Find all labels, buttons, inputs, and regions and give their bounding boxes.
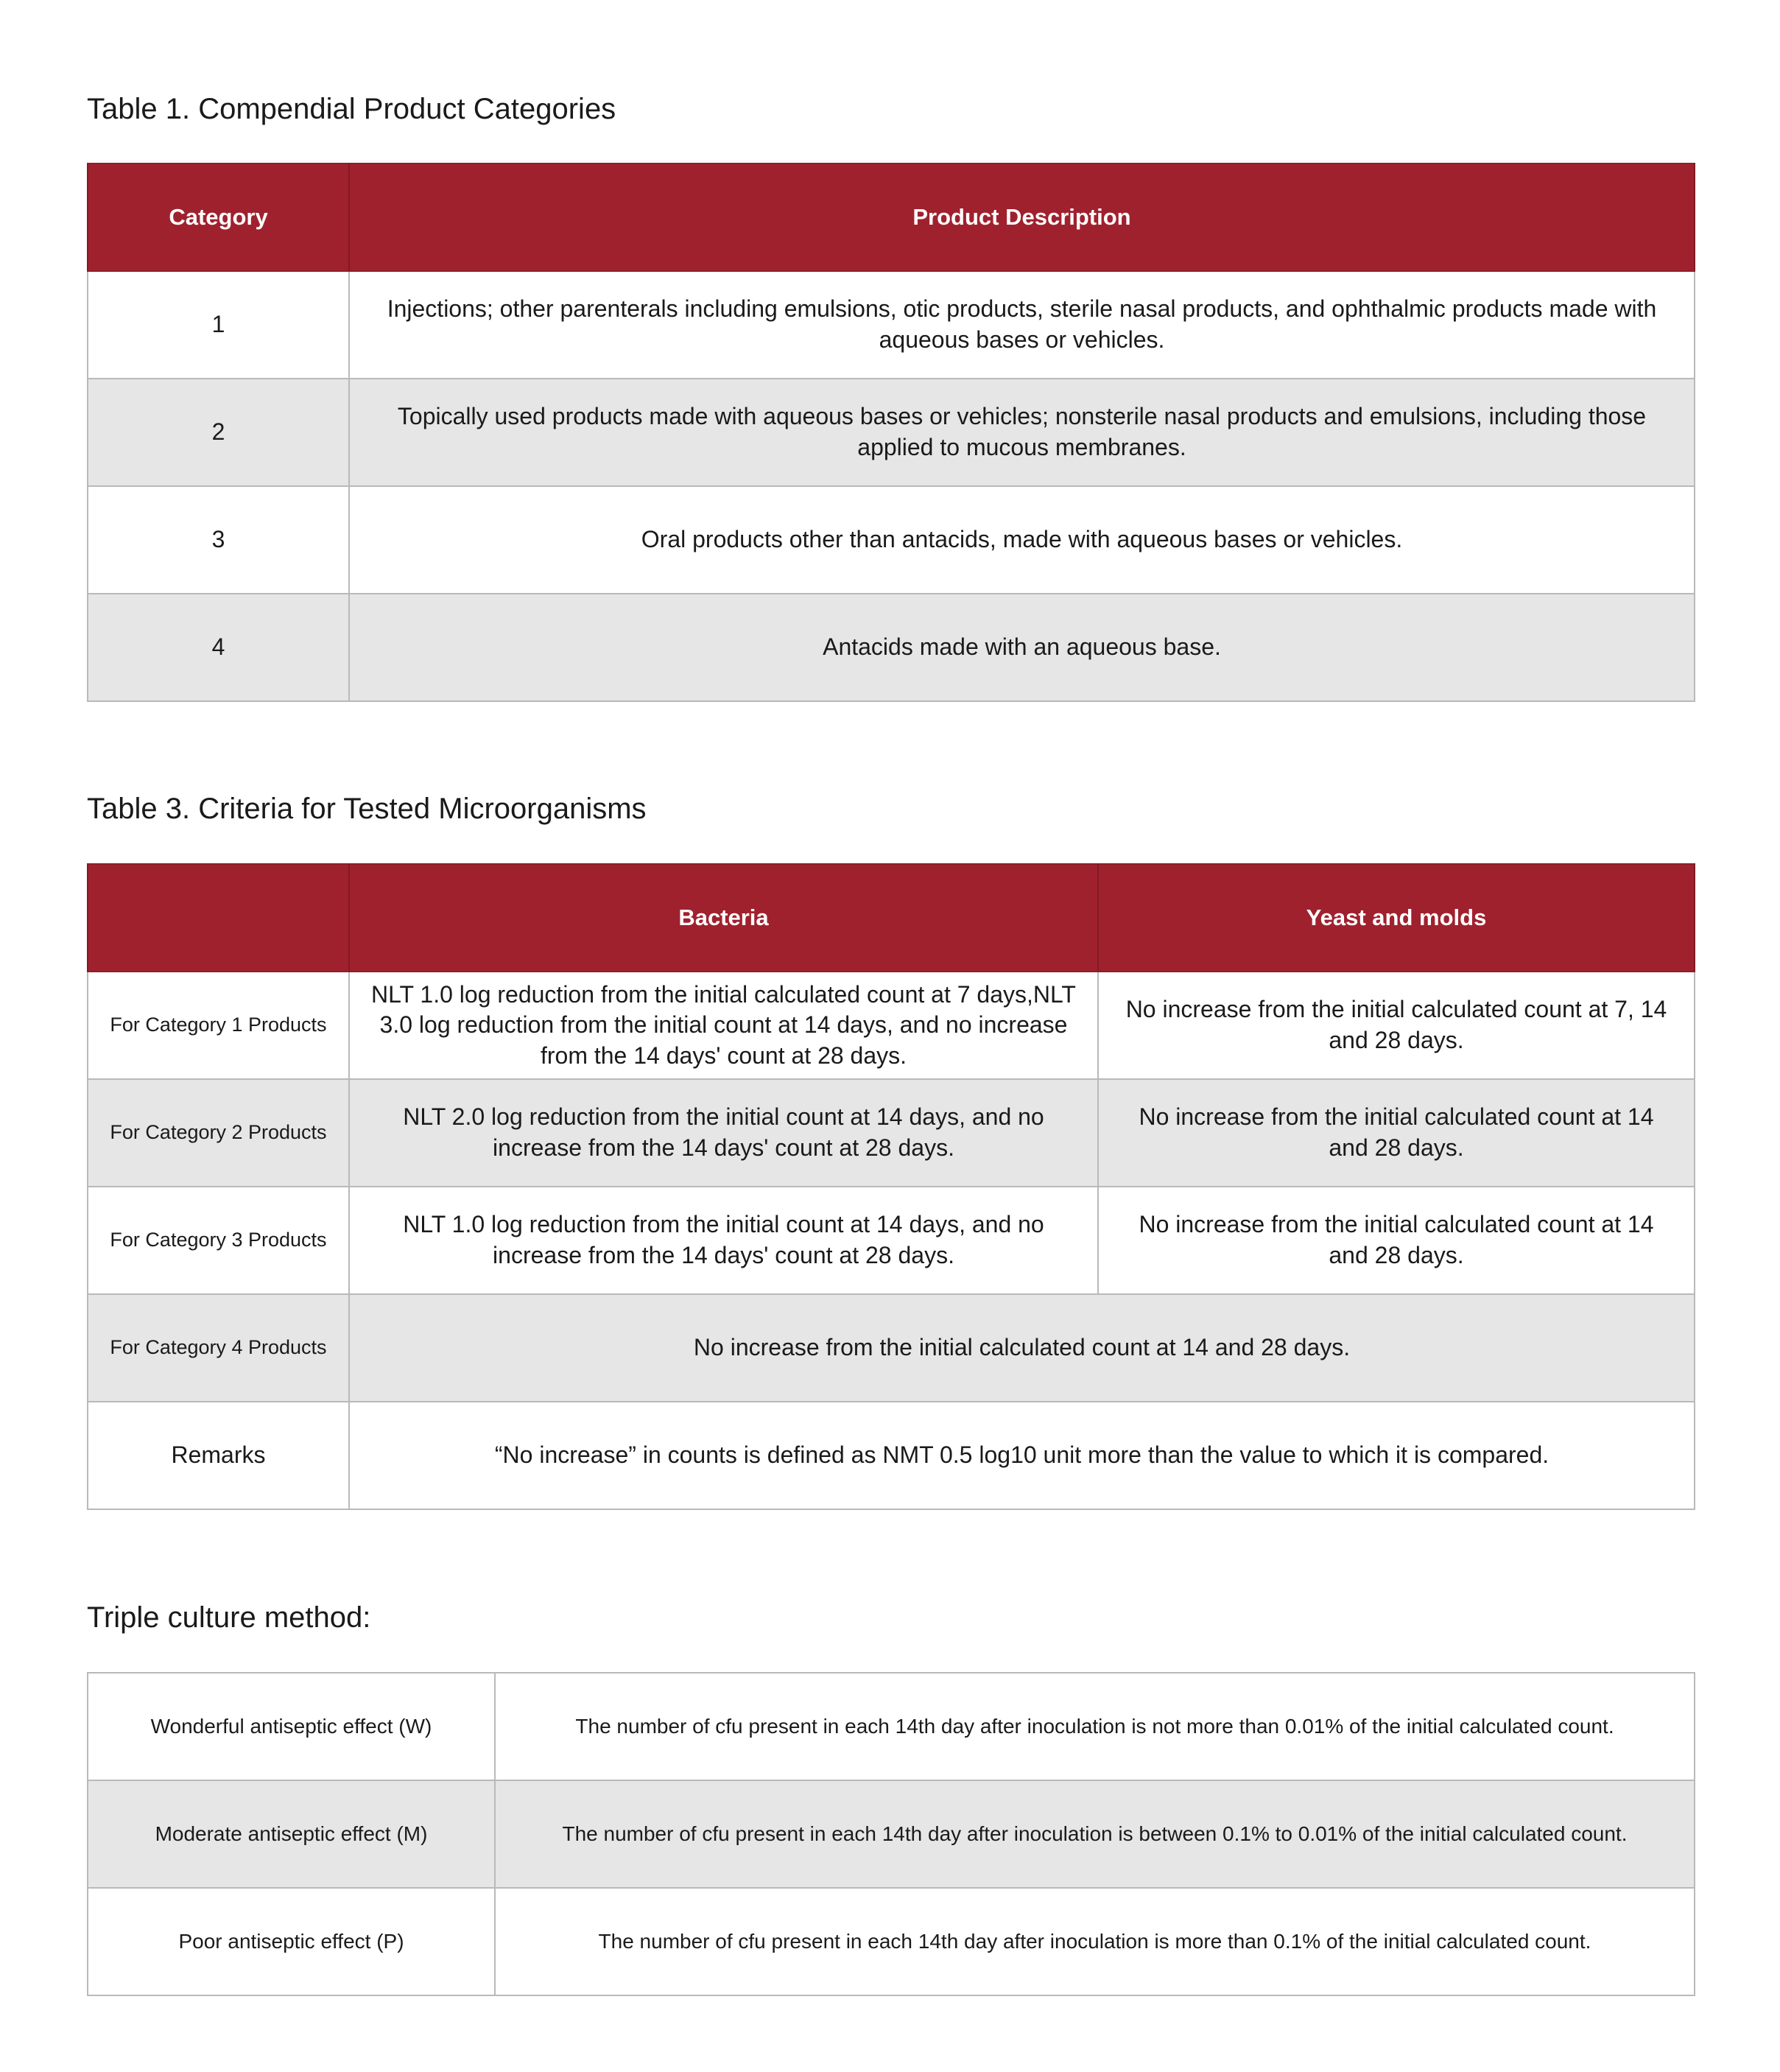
table3-title: Table 3. Criteria for Tested Microorganisms bbox=[87, 793, 647, 825]
effect-description: The number of cfu present in each 14th day after inoculation is not more than 0.01% of the initial calculated count. bbox=[495, 1673, 1695, 1780]
table-row bbox=[88, 1187, 1695, 1294]
bacteria-cell: NLT 1.0 log reduction from the initial count at 14 days, and no increase from the 14 days' count at 28 days. bbox=[349, 1187, 1098, 1294]
bacteria-cell: NLT 1.0 log reduction from the initial calculated count at 7 days,NLT 3.0 log reduction from the initial count at 14 days, and no increase from the 14 days' count at 28 days. bbox=[349, 972, 1098, 1079]
header-bacteria: Bacteria bbox=[349, 864, 1098, 972]
effect-description: The number of cfu present in each 14th day after inoculation is between 0.1% to 0.01% of the initial calculated count. bbox=[495, 1780, 1695, 1888]
row-label: For Category 4 Products bbox=[88, 1294, 349, 1402]
table-row bbox=[88, 379, 1695, 486]
triple-culture-method-table bbox=[87, 1672, 1695, 1996]
table-row bbox=[88, 1888, 1695, 1995]
header-yeast-molds: Yeast and molds bbox=[1098, 864, 1695, 972]
table-row bbox=[88, 1673, 1695, 1780]
header-product-description: Product Description bbox=[349, 164, 1695, 271]
description-cell: Injections; other parenterals including emulsions, otic products, sterile nasal products, and ophthalmic products made with aqueous bases or vehicles. bbox=[349, 271, 1695, 379]
description-cell: Oral products other than antacids, made with aqueous bases or vehicles. bbox=[349, 486, 1695, 594]
table-row bbox=[88, 1294, 1695, 1402]
table1-header-row bbox=[88, 164, 1695, 271]
category-cell: 1 bbox=[88, 271, 349, 379]
category-cell: 3 bbox=[88, 486, 349, 594]
combined-criteria-cell: No increase from the initial calculated count at 14 and 28 days. bbox=[349, 1294, 1695, 1402]
effect-label: Poor antiseptic effect (P) bbox=[88, 1888, 495, 1995]
description-cell: Topically used products made with aqueous bases or vehicles; nonsterile nasal products and emulsions, including those applied to mucous membranes. bbox=[349, 379, 1695, 486]
category-cell: 4 bbox=[88, 594, 349, 701]
description-cell: Antacids made with an aqueous base. bbox=[349, 594, 1695, 701]
table-row bbox=[88, 1780, 1695, 1888]
row-label: For Category 3 Products bbox=[88, 1187, 349, 1294]
effect-label: Moderate antiseptic effect (M) bbox=[88, 1780, 495, 1888]
table-row bbox=[88, 972, 1695, 1079]
category-cell: 2 bbox=[88, 379, 349, 486]
effect-label: Wonderful antiseptic effect (W) bbox=[88, 1673, 495, 1780]
table-row bbox=[88, 271, 1695, 379]
table-row bbox=[88, 594, 1695, 701]
remarks-label: Remarks bbox=[88, 1402, 349, 1509]
table-row bbox=[88, 1402, 1695, 1509]
table-row bbox=[88, 486, 1695, 594]
triple-culture-title: Triple culture method: bbox=[87, 1601, 371, 1634]
criteria-tested-microorganisms-table bbox=[87, 863, 1695, 1510]
bacteria-cell: NLT 2.0 log reduction from the initial count at 14 days, and no increase from the 14 days' count at 28 days. bbox=[349, 1079, 1098, 1187]
yeast-cell: No increase from the initial calculated count at 14 and 28 days. bbox=[1098, 1187, 1695, 1294]
compendial-product-categories-table bbox=[87, 163, 1695, 702]
row-label: For Category 2 Products bbox=[88, 1079, 349, 1187]
table-row bbox=[88, 1079, 1695, 1187]
header-category: Category bbox=[88, 164, 349, 271]
yeast-cell: No increase from the initial calculated count at 7, 14 and 28 days. bbox=[1098, 972, 1695, 1079]
yeast-cell: No increase from the initial calculated count at 14 and 28 days. bbox=[1098, 1079, 1695, 1187]
effect-description: The number of cfu present in each 14th day after inoculation is more than 0.1% of the initial calculated count. bbox=[495, 1888, 1695, 1995]
header-empty bbox=[88, 864, 349, 972]
table3-header-row bbox=[88, 864, 1695, 972]
row-label: For Category 1 Products bbox=[88, 972, 349, 1079]
table1-title: Table 1. Compendial Product Categories bbox=[87, 93, 616, 125]
remarks-cell: “No increase” in counts is defined as NMT 0.5 log10 unit more than the value to which it is compared. bbox=[349, 1402, 1695, 1509]
